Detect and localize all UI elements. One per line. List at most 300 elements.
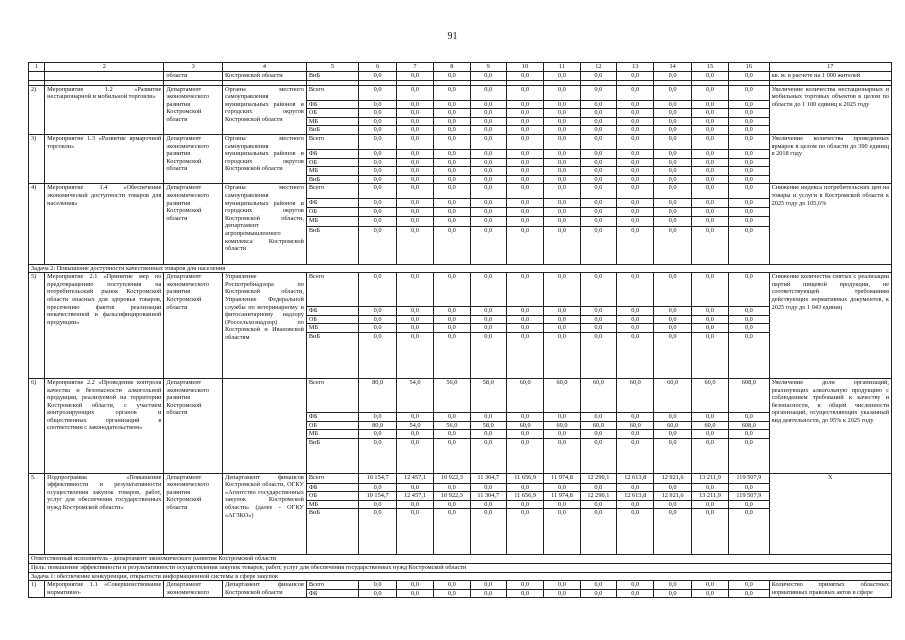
value-cell: 0,0 [544, 324, 580, 333]
value-cell: 0,0 [617, 85, 654, 100]
value-cell: 0,0 [506, 158, 543, 167]
value-cell: 0,0 [396, 175, 433, 184]
value-cell: 0,0 [434, 117, 470, 126]
value-cell: 0,0 [729, 509, 769, 555]
value-cell: 60,0 [580, 421, 616, 430]
value-cell: 11 304,7 [470, 473, 506, 483]
value-cell: 0,0 [544, 216, 580, 226]
goal-row-cell: Цель: повышение эффективности и результативности осуществления закупок товаров, работ, услуг для обеспечения государственных нужд Костромской области [29, 564, 892, 573]
value-cell: 0,0 [470, 332, 506, 378]
value-cell: 0,0 [544, 430, 580, 439]
header-cell: 3 [164, 63, 223, 72]
value-cell: 0,0 [396, 216, 433, 226]
value-cell: 0,0 [396, 500, 433, 509]
value-cell: 0,0 [434, 216, 470, 226]
goal-row [29, 564, 892, 573]
value-cell: 0,0 [506, 167, 543, 176]
expected-result-cell: Количество принятых областных нормативных правовых актов в сфере [769, 581, 891, 598]
value-cell: 0,0 [434, 307, 470, 316]
expected-result-cell: Увеличение количества нестационарных и мобильных торговых объектов в целом по области до 1 100 единиц к 2025 году [769, 85, 891, 134]
value-cell: 0,0 [470, 117, 506, 126]
value-cell: 56,0 [434, 421, 470, 430]
value-cell: 0,0 [396, 483, 433, 492]
value-cell: 12 613,8 [617, 492, 654, 501]
value-cell: 0,0 [654, 332, 691, 378]
value-cell: 0,0 [729, 226, 769, 264]
expected-result-cell: Снижение индекса потребительских цен на товары и услуги в Костромской области к 2025 году до 105,6% [769, 184, 891, 264]
value-cell: 0,0 [691, 430, 728, 439]
funding-source-cell: ВнБ [306, 509, 359, 555]
measure-name-cell: Мероприятие 1.2 «Развитие нестационарной и мобильной торговли» [45, 85, 164, 134]
header-cell: 14 [654, 63, 691, 72]
value-cell: 0,0 [506, 199, 543, 208]
value-cell: 0,0 [434, 509, 470, 555]
program-funding-table [28, 62, 892, 598]
value-cell: 0,0 [396, 134, 433, 149]
value-cell: 0,0 [544, 207, 580, 216]
value-cell: 0,0 [654, 134, 691, 149]
value-cell: 0,0 [434, 199, 470, 208]
value-cell: 0,0 [434, 324, 470, 333]
value-cell: 60,0 [654, 378, 691, 412]
value-cell: 0,0 [506, 117, 543, 126]
value-cell: 0,0 [729, 167, 769, 176]
value-cell: 0,0 [654, 167, 691, 176]
value-cell: 0,0 [434, 332, 470, 378]
value-cell: 12 457,1 [396, 473, 433, 483]
value-cell: 0,0 [617, 207, 654, 216]
funding-source-cell: МБ [306, 324, 359, 333]
value-cell: 0,0 [470, 199, 506, 208]
value-cell: 0,0 [691, 149, 728, 158]
co-executor-cell: Органы местного самоуправления муниципальных районов и городских округов Костромской области [223, 85, 307, 134]
expected-result-cell: Увеличение количества проведенных ярмарок в целом по области до 390 единиц в 2018 году [769, 134, 891, 183]
value-cell: 0,0 [654, 149, 691, 158]
value-cell: 0,0 [544, 175, 580, 184]
measure-name-cell: Подпрограмма «Повышение эффективности и результативности осуществления закупок товаров, работ, услуг для обеспечения государственных нужд Костромской области» [45, 473, 164, 555]
value-cell: 0,0 [544, 158, 580, 167]
table-row [29, 134, 892, 149]
value-cell: 0,0 [396, 71, 433, 80]
value-cell: 0,0 [470, 273, 506, 307]
value-cell: 0,0 [506, 216, 543, 226]
value-cell: 10 154,7 [359, 473, 396, 483]
co-executor-cell: Органы местного самоуправления муниципальных районов и городских округов Костромской области [223, 134, 307, 183]
value-cell: 0,0 [729, 85, 769, 100]
value-cell: 0,0 [654, 175, 691, 184]
value-cell: 80,0 [359, 378, 396, 412]
responsible-row [29, 555, 892, 564]
value-cell: 0,0 [359, 100, 396, 109]
value-cell: 0,0 [506, 149, 543, 158]
row-index-cell: 6) [29, 378, 45, 473]
value-cell: 0,0 [691, 175, 728, 184]
value-cell: 0,0 [396, 273, 433, 307]
value-cell: 0,0 [359, 509, 396, 555]
value-cell: 0,0 [359, 307, 396, 316]
value-cell: 0,0 [506, 307, 543, 316]
value-cell: 0,0 [434, 438, 470, 473]
funding-source-cell: ФБ [306, 149, 359, 158]
value-cell: 0,0 [729, 589, 769, 598]
value-cell: 0,0 [506, 332, 543, 378]
value-cell: 0,0 [617, 226, 654, 264]
funding-source-cell: ОБ [306, 109, 359, 118]
header-cell: 2 [45, 63, 164, 72]
value-cell: 0,0 [434, 184, 470, 199]
value-cell: 60,0 [580, 378, 616, 412]
value-cell: 0,0 [506, 207, 543, 216]
value-cell: 12 921,6 [654, 473, 691, 483]
value-cell: 0,0 [470, 134, 506, 149]
value-cell: 0,0 [654, 307, 691, 316]
header-cell: 9 [470, 63, 506, 72]
value-cell: 0,0 [506, 71, 543, 80]
responsible-row-cell: Ответственный исполнитель - департамент экономического развития Костромской области [29, 555, 892, 564]
value-cell: 0,0 [434, 175, 470, 184]
value-cell: 0,0 [359, 109, 396, 118]
funding-source-cell: ФБ [306, 412, 359, 421]
value-cell: 0,0 [359, 117, 396, 126]
header-cell: 8 [434, 63, 470, 72]
value-cell: 0,0 [580, 100, 616, 109]
value-cell: 0,0 [580, 109, 616, 118]
header-cell: 10 [506, 63, 543, 72]
value-cell: 10 922,3 [434, 473, 470, 483]
value-cell: 58,0 [470, 421, 506, 430]
value-cell: 54,0 [396, 421, 433, 430]
value-cell: 0,0 [617, 332, 654, 378]
value-cell: 0,0 [729, 175, 769, 184]
value-cell: 0,0 [654, 216, 691, 226]
value-cell: 0,0 [396, 207, 433, 216]
value-cell: 0,0 [396, 324, 433, 333]
value-cell: 0,0 [544, 167, 580, 176]
value-cell: 0,0 [580, 71, 616, 80]
value-cell: 0,0 [506, 184, 543, 199]
value-cell: 0,0 [691, 509, 728, 555]
value-cell: 0,0 [654, 126, 691, 135]
table-row [29, 378, 892, 412]
value-cell: 0,0 [544, 509, 580, 555]
value-cell: 0,0 [580, 85, 616, 100]
value-cell: 0,0 [506, 134, 543, 149]
value-cell: 0,0 [544, 109, 580, 118]
measure-name-cell: Мероприятие 1.3 «Развитие ярмарочной торговли» [45, 134, 164, 183]
column-number-row [29, 63, 892, 72]
value-cell: 0,0 [617, 71, 654, 80]
value-cell: 0,0 [580, 126, 616, 135]
value-cell: 0,0 [691, 199, 728, 208]
value-cell: 0,0 [470, 509, 506, 555]
value-cell: 0,0 [729, 332, 769, 378]
value-cell: 0,0 [654, 412, 691, 421]
value-cell: 0,0 [470, 483, 506, 492]
value-cell: 0,0 [654, 483, 691, 492]
value-cell: 0,0 [544, 199, 580, 208]
value-cell: 0,0 [691, 134, 728, 149]
value-cell: 0,0 [580, 589, 616, 598]
value-cell: 0,0 [654, 158, 691, 167]
value-cell: 119 507,9 [729, 473, 769, 483]
value-cell: 10 154,7 [359, 492, 396, 501]
row-index-cell: 2) [29, 85, 45, 134]
value-cell: 0,0 [580, 273, 616, 307]
value-cell: 0,0 [544, 500, 580, 509]
value-cell: 0,0 [506, 175, 543, 184]
value-cell: 0,0 [359, 589, 396, 598]
value-cell: 0,0 [506, 100, 543, 109]
task-row [29, 572, 892, 581]
value-cell: 12 457,1 [396, 492, 433, 501]
value-cell: 0,0 [396, 412, 433, 421]
value-cell: 0,0 [617, 483, 654, 492]
value-cell: 0,0 [470, 71, 506, 80]
value-cell: 11 304,7 [470, 492, 506, 501]
value-cell: 0,0 [434, 581, 470, 590]
value-cell: 0,0 [729, 134, 769, 149]
funding-source-cell: ФБ [306, 483, 359, 492]
value-cell: 60,0 [617, 378, 654, 412]
value-cell: 58,0 [470, 378, 506, 412]
value-cell: 0,0 [580, 149, 616, 158]
value-cell: 0,0 [470, 109, 506, 118]
value-cell: 0,0 [434, 134, 470, 149]
value-cell: 0,0 [729, 184, 769, 199]
value-cell: 0,0 [691, 324, 728, 333]
value-cell: 0,0 [544, 315, 580, 324]
value-cell: 0,0 [470, 581, 506, 590]
header-cell: 13 [617, 63, 654, 72]
funding-source-cell: ФБ [306, 589, 359, 598]
value-cell: 0,0 [470, 315, 506, 324]
co-executor-cell: Костромской области [223, 71, 307, 80]
value-cell: 0,0 [691, 109, 728, 118]
value-cell: 0,0 [470, 167, 506, 176]
value-cell: 60,0 [544, 378, 580, 412]
value-cell: 0,0 [396, 589, 433, 598]
value-cell: 0,0 [580, 226, 616, 264]
table-row [29, 581, 892, 590]
row-index-cell: 3) [29, 134, 45, 183]
funding-source-cell: ВнБ [306, 126, 359, 135]
value-cell: 60,0 [691, 378, 728, 412]
value-cell: 0,0 [544, 438, 580, 473]
value-cell: 0,0 [434, 126, 470, 135]
funding-source-cell: Всего [306, 273, 359, 307]
value-cell: 0,0 [470, 158, 506, 167]
value-cell: 0,0 [654, 589, 691, 598]
value-cell: 0,0 [654, 509, 691, 555]
value-cell: 0,0 [359, 315, 396, 324]
value-cell: 0,0 [617, 430, 654, 439]
value-cell: 60,0 [691, 421, 728, 430]
value-cell: 0,0 [654, 500, 691, 509]
value-cell: 0,0 [729, 315, 769, 324]
funding-source-cell: МБ [306, 430, 359, 439]
value-cell: 0,0 [359, 71, 396, 80]
value-cell: 13 211,9 [691, 473, 728, 483]
value-cell: 0,0 [544, 149, 580, 158]
value-cell: 0,0 [580, 134, 616, 149]
value-cell: 56,0 [434, 378, 470, 412]
value-cell: 0,0 [506, 226, 543, 264]
value-cell: 12 921,6 [654, 492, 691, 501]
value-cell: 0,0 [396, 509, 433, 555]
value-cell: 0,0 [691, 412, 728, 421]
value-cell: 0,0 [654, 85, 691, 100]
value-cell: 0,0 [396, 581, 433, 590]
value-cell: 0,0 [544, 134, 580, 149]
value-cell: 0,0 [617, 500, 654, 509]
value-cell: 0,0 [470, 226, 506, 264]
funding-source-cell: МБ [306, 117, 359, 126]
header-cell: 6 [359, 63, 396, 72]
co-executor-cell: Департамент финансов Костромской области [223, 581, 307, 598]
value-cell: 0,0 [359, 430, 396, 439]
task-row-cell: Задача 2: Повышение доступности качественных товаров для населения [29, 264, 892, 273]
executor-cell: Департамент экономического развития Костромской области [164, 184, 223, 264]
value-cell: 0,0 [470, 438, 506, 473]
value-cell: 0,0 [434, 412, 470, 421]
value-cell: 0,0 [396, 332, 433, 378]
funding-source-cell: ОБ [306, 315, 359, 324]
value-cell: 0,0 [396, 438, 433, 473]
value-cell: 11 656,9 [506, 492, 543, 501]
value-cell: 10 922,3 [434, 492, 470, 501]
value-cell: 0,0 [359, 167, 396, 176]
value-cell: 0,0 [434, 167, 470, 176]
value-cell: 0,0 [359, 134, 396, 149]
value-cell: 0,0 [396, 430, 433, 439]
value-cell: 0,0 [470, 126, 506, 135]
funding-source-cell: ОБ [306, 207, 359, 216]
value-cell: 0,0 [691, 184, 728, 199]
funding-source-cell: ВнБ [306, 226, 359, 264]
value-cell: 0,0 [434, 589, 470, 598]
value-cell: 0,0 [506, 324, 543, 333]
value-cell: 0,0 [506, 109, 543, 118]
measure-name-cell: Мероприятие 1.1 «Совершенствование нормативно- [45, 581, 164, 598]
value-cell: 0,0 [580, 216, 616, 226]
value-cell: 11 974,8 [544, 492, 580, 501]
value-cell: 0,0 [434, 149, 470, 158]
header-cell: 1 [29, 63, 45, 72]
value-cell: 0,0 [617, 581, 654, 590]
funding-source-cell: ВнБ [306, 71, 359, 80]
value-cell: 0,0 [580, 199, 616, 208]
funding-source-cell: ВнБ [306, 332, 359, 378]
funding-source-cell: Всего [306, 134, 359, 149]
value-cell: 0,0 [617, 589, 654, 598]
value-cell: 0,0 [729, 438, 769, 473]
value-cell: 0,0 [691, 100, 728, 109]
expected-result-cell: Увеличение доли организаций, реализующих алкогольную продукцию с соблюдением требований к качеству и безопасности, в общей численности организаций, осуществляющих указанный вид деятельности, до 95% к 2025 году [769, 378, 891, 473]
row-index-cell [29, 71, 45, 80]
value-cell: 60,0 [506, 421, 543, 430]
value-cell: 0,0 [729, 216, 769, 226]
value-cell: 0,0 [470, 430, 506, 439]
value-cell: 0,0 [396, 199, 433, 208]
funding-source-cell: ОБ [306, 492, 359, 501]
value-cell: 0,0 [617, 167, 654, 176]
co-executor-cell: Управление Роспотребнадзора по Костромской области, Управление Федеральной службы по ветеринарному и фитосанитарному надзору (Россельхознадзор) по Костромской и Ивановской областям [223, 273, 307, 379]
value-cell: 0,0 [654, 109, 691, 118]
value-cell: 0,0 [729, 430, 769, 439]
value-cell: 0,0 [359, 581, 396, 590]
value-cell: 0,0 [580, 509, 616, 555]
value-cell: 0,0 [359, 126, 396, 135]
value-cell: 0,0 [617, 509, 654, 555]
value-cell: 0,0 [434, 207, 470, 216]
value-cell: 11 974,8 [544, 473, 580, 483]
value-cell: 0,0 [506, 438, 543, 473]
value-cell: 0,0 [470, 175, 506, 184]
value-cell: 0,0 [580, 207, 616, 216]
value-cell: 0,0 [654, 438, 691, 473]
value-cell: 0,0 [396, 117, 433, 126]
value-cell: 0,0 [359, 226, 396, 264]
value-cell: 0,0 [359, 207, 396, 216]
value-cell: 0,0 [654, 273, 691, 307]
funding-source-cell: Всего [306, 473, 359, 483]
value-cell: 0,0 [359, 199, 396, 208]
measure-name-cell: Мероприятие 2.2 «Проведение контроля качества и безопасности алкогольной продукции, реализуемой на территории Костромской области, с участием контролирующих органов и общественных организаций в соответствии с законодательством» [45, 378, 164, 473]
header-cell: 5 [306, 63, 359, 72]
value-cell: 60,0 [654, 421, 691, 430]
header-cell: 4 [223, 63, 307, 72]
value-cell: 0,0 [544, 273, 580, 307]
value-cell: 0,0 [506, 273, 543, 307]
value-cell: 60,0 [617, 421, 654, 430]
value-cell: 0,0 [396, 85, 433, 100]
value-cell: 0,0 [617, 315, 654, 324]
value-cell: 0,0 [434, 273, 470, 307]
value-cell: 0,0 [654, 184, 691, 199]
task-row-cell: Задача 1: обеспечение конкуренции, открытости информационной системы в сфере закупок [29, 572, 892, 581]
value-cell: 0,0 [654, 430, 691, 439]
value-cell: 54,0 [396, 378, 433, 412]
value-cell: 0,0 [396, 315, 433, 324]
value-cell: 0,0 [729, 109, 769, 118]
value-cell: 0,0 [691, 273, 728, 307]
row-index-cell: 4) [29, 184, 45, 264]
funding-source-cell: ОБ [306, 421, 359, 430]
value-cell: 0,0 [359, 149, 396, 158]
value-cell: 60,0 [544, 421, 580, 430]
value-cell: 0,0 [544, 126, 580, 135]
row-index-cell: 5. [29, 473, 45, 555]
funding-source-cell: МБ [306, 216, 359, 226]
value-cell: 0,0 [729, 581, 769, 590]
value-cell: 0,0 [434, 158, 470, 167]
funding-source-cell: МБ [306, 500, 359, 509]
funding-source-cell: Всего [306, 378, 359, 412]
header-cell: 7 [396, 63, 433, 72]
value-cell: 0,0 [729, 100, 769, 109]
value-cell: 0,0 [396, 167, 433, 176]
value-cell: 0,0 [359, 483, 396, 492]
value-cell: 13 211,9 [691, 492, 728, 501]
header-cell: 12 [580, 63, 616, 72]
value-cell: 12 290,1 [580, 473, 616, 483]
value-cell: 0,0 [654, 199, 691, 208]
value-cell: 0,0 [580, 307, 616, 316]
executor-cell: Департамент экономического развития Костромской области [164, 85, 223, 134]
value-cell: 0,0 [691, 438, 728, 473]
value-cell: 0,0 [617, 184, 654, 199]
value-cell: 0,0 [544, 226, 580, 264]
